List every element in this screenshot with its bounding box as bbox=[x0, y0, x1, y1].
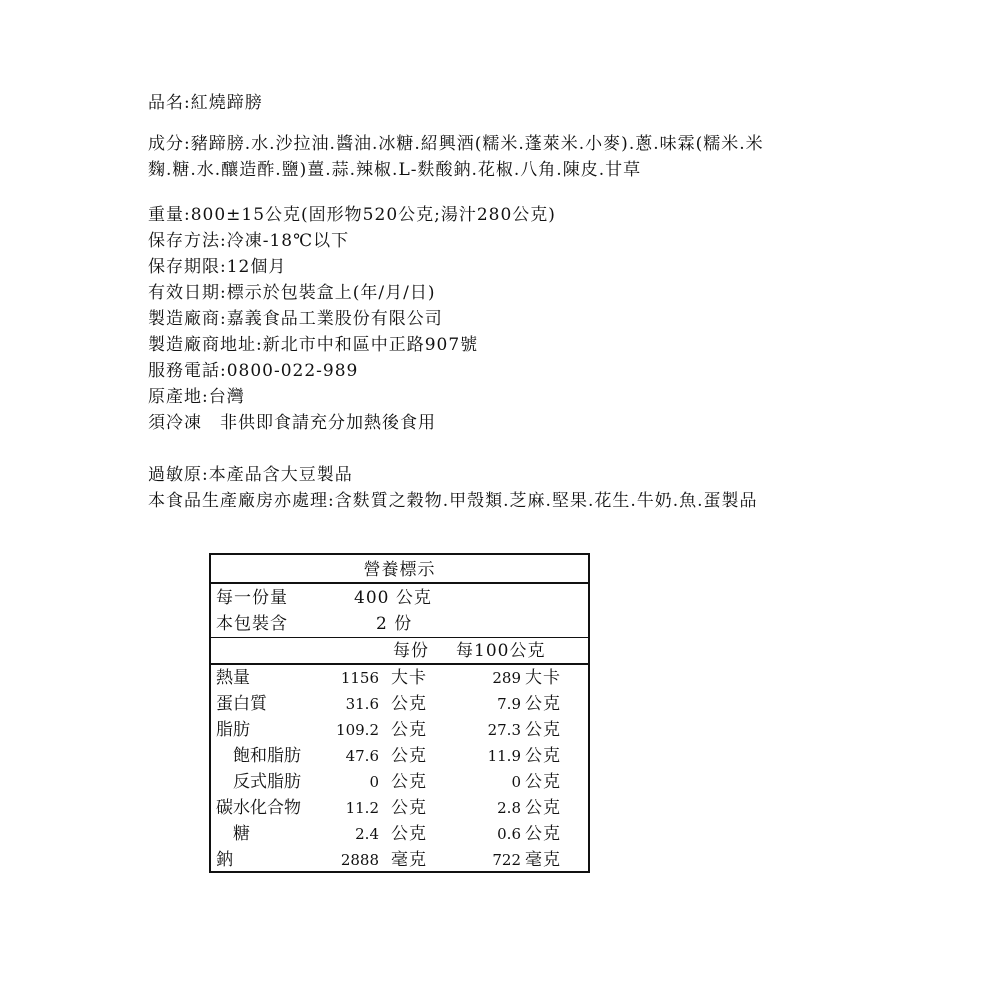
nutrient-per-serving: 31.6 bbox=[345, 695, 379, 713]
serving-size-value: 400 公克 bbox=[354, 588, 432, 608]
nutrient-unit: 公克 bbox=[525, 772, 561, 792]
nutrient-row bbox=[211, 743, 588, 769]
ingredients-line-1: 成分:豬蹄膀.水.沙拉油.醬油.冰糖.紹興酒(糯米.蓬萊米.小麥).蔥.味霖(糯米.米 bbox=[148, 134, 764, 154]
nutrient-row bbox=[211, 691, 588, 717]
nutrient-row bbox=[211, 665, 588, 691]
shelf-life: 保存期限:12個月 bbox=[148, 257, 287, 277]
servings-row bbox=[211, 611, 588, 637]
nutrient-unit: 公克 bbox=[525, 798, 561, 818]
nutrient-unit: 公克 bbox=[391, 824, 427, 844]
nutrient-per-serving: 47.6 bbox=[345, 747, 379, 765]
manufacturer: 製造廠商:嘉義食品工業股份有限公司 bbox=[148, 309, 443, 329]
nutrient-name: 鈉 bbox=[216, 850, 233, 870]
nutrient-row bbox=[211, 847, 588, 873]
nutrient-per-serving: 0 bbox=[369, 773, 379, 791]
nutrient-row bbox=[211, 821, 588, 847]
nutrient-row bbox=[211, 795, 588, 821]
nutrient-name: 脂肪 bbox=[216, 720, 250, 740]
serving-size-row bbox=[211, 585, 588, 611]
country-of-origin: 原產地:台灣 bbox=[148, 387, 245, 407]
nutrient-per-serving: 1156 bbox=[340, 669, 379, 687]
column-header-row bbox=[211, 638, 588, 664]
nutrition-title-row bbox=[211, 557, 588, 583]
ingredients-line-2: 麴.糖.水.釀造酢.鹽)薑.蒜.辣椒.L-麩酸鈉.花椒.八角.陳皮.甘草 bbox=[148, 160, 642, 180]
column-per-serving: 每份 bbox=[393, 641, 429, 661]
expiry-date: 有效日期:標示於包裝盒上(年/月/日) bbox=[148, 283, 436, 303]
column-per-100g: 每100公克 bbox=[456, 641, 546, 661]
nutrient-name: 飽和脂肪 bbox=[233, 746, 301, 766]
nutrient-name: 反式脂肪 bbox=[233, 772, 301, 792]
nutrient-per-serving: 109.2 bbox=[336, 721, 379, 739]
nutrient-unit: 大卡 bbox=[525, 668, 561, 688]
servings-value: 2 份 bbox=[376, 614, 413, 634]
storage-method: 保存方法:冷凍-18℃以下 bbox=[148, 231, 350, 251]
nutrient-name: 糖 bbox=[233, 824, 250, 844]
net-weight: 重量:800±15公克(固形物520公克;湯汁280公克) bbox=[148, 205, 556, 225]
nutrient-unit: 公克 bbox=[391, 772, 427, 792]
divider bbox=[211, 582, 588, 584]
nutrient-unit: 大卡 bbox=[391, 668, 427, 688]
nutrient-unit: 公克 bbox=[391, 694, 427, 714]
nutrient-unit: 毫克 bbox=[525, 850, 561, 870]
nutrient-per-100g: 0.6 bbox=[497, 825, 521, 843]
nutrient-unit: 公克 bbox=[525, 720, 561, 740]
nutrient-per-100g: 289 bbox=[492, 669, 521, 687]
facility-allergen-notice: 本食品生產廠房亦處理:含麩質之穀物.甲殼類.芝麻.堅果.花生.牛奶.魚.蛋製品 bbox=[148, 491, 758, 511]
nutrition-title: 營養標示 bbox=[363, 560, 436, 580]
service-phone: 服務電話:0800-022-989 bbox=[148, 361, 359, 381]
nutrient-per-100g: 27.3 bbox=[487, 721, 521, 739]
nutrient-per-serving: 2.4 bbox=[355, 825, 379, 843]
nutrient-unit: 公克 bbox=[525, 824, 561, 844]
nutrient-unit: 公克 bbox=[525, 694, 561, 714]
nutrient-per-100g: 0 bbox=[511, 773, 521, 791]
nutrient-unit: 毫克 bbox=[391, 850, 427, 870]
nutrient-row bbox=[211, 769, 588, 795]
nutrient-per-serving: 2888 bbox=[340, 851, 379, 869]
product-name: 品名:紅燒蹄膀 bbox=[148, 93, 263, 113]
nutrient-row bbox=[211, 717, 588, 743]
nutrient-per-100g: 2.8 bbox=[497, 799, 521, 817]
nutrient-name: 碳水化合物 bbox=[216, 798, 301, 818]
nutrient-unit: 公克 bbox=[391, 798, 427, 818]
nutrient-name: 熱量 bbox=[216, 668, 250, 688]
nutrient-unit: 公克 bbox=[391, 746, 427, 766]
manufacturer-address: 製造廠商地址:新北市中和區中正路907號 bbox=[148, 335, 479, 355]
nutrition-facts-table bbox=[209, 553, 590, 873]
allergen-notice: 過敏原:本產品含大豆製品 bbox=[148, 465, 353, 485]
nutrient-per-100g: 11.9 bbox=[487, 747, 521, 765]
nutrient-per-serving: 11.2 bbox=[345, 799, 379, 817]
nutrient-per-100g: 7.9 bbox=[497, 695, 521, 713]
servings-label: 本包裝含 bbox=[216, 614, 288, 634]
nutrient-per-100g: 722 bbox=[492, 851, 521, 869]
frozen-notice: 須冷凍 非供即食請充分加熱後食用 bbox=[148, 413, 436, 433]
nutrient-name: 蛋白質 bbox=[216, 694, 267, 714]
nutrient-unit: 公克 bbox=[525, 746, 561, 766]
nutrient-unit: 公克 bbox=[391, 720, 427, 740]
serving-size-label: 每一份量 bbox=[216, 588, 288, 608]
